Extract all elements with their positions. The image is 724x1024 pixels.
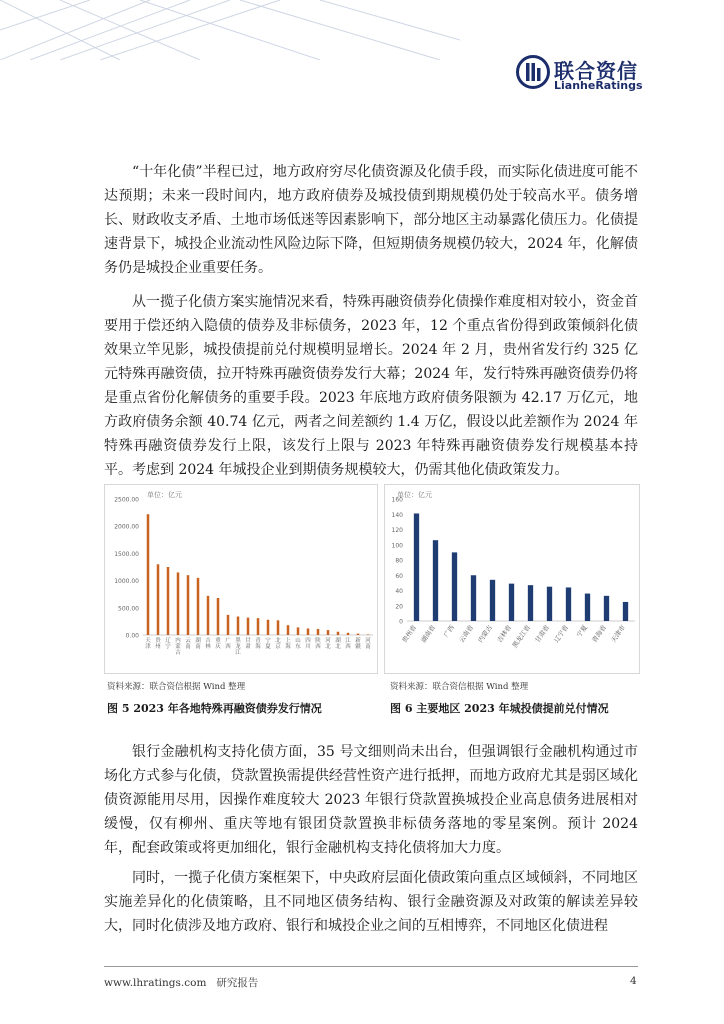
bar-吉林省 xyxy=(509,584,514,621)
x-tick-label: 辽宁 xyxy=(165,638,171,650)
x-tick-label: 青海 xyxy=(255,638,261,650)
chart-unit-label: 单位：亿元 xyxy=(397,491,432,499)
bar-上海 xyxy=(287,625,290,635)
y-tick-label: 80 xyxy=(395,557,403,565)
figure-5-svg xyxy=(105,485,377,673)
x-tick-label: 吉林 xyxy=(205,638,211,650)
bar-辽宁 xyxy=(167,567,170,635)
y-tick-label: 60 xyxy=(395,572,403,580)
figure-6-source: 资料来源：联合资信根据 Wind 整理 xyxy=(390,682,529,692)
x-tick-label: 内蒙古 xyxy=(476,623,495,645)
y-tick-label: 120 xyxy=(391,527,403,534)
page-number: 4 xyxy=(630,975,637,987)
company-logo xyxy=(516,55,646,95)
x-tick-label: 河北 xyxy=(325,638,331,650)
bar-湖北 xyxy=(337,632,340,635)
y-tick-label: 140 xyxy=(391,511,403,519)
x-tick-label: 上海 xyxy=(285,638,291,650)
x-tick-label: 江西 xyxy=(345,638,351,650)
bar-新疆 xyxy=(357,634,360,635)
bar-江西 xyxy=(347,633,350,635)
bar-河南 xyxy=(367,634,370,635)
bar-黑龙江 xyxy=(237,617,240,635)
paragraph-2: 从一揽子化债方案实施情况来看，特殊再融资债券化债操作难度相对较小，资金首要用于偿还纳入隐债的债券及非标债务，2023 年，12 个重点省份得到政策倾斜化债效果立竿见影，城投债提前兑付规模明显增长。2024 年 2 月，贵州省发行约 325 亿元特殊再融资债，拉开特殊再融资债券发行大幕；2024 年，发行特殊再融资债券仍将是重点省份化解债务的重要手段。2023 年底地方政府债务限额为 42.17 万亿元，地方政府债务余额 40.74 亿元，两者之间差额约 1.4 万亿，假设以此差额作为 2024 年特殊再融资债券发行上限，该发行上限与 2023 年特殊再融资债券发行规模基本持平。考虑到 2024 年城投企业到期债务规模较大，仍需其他化债政策发力。 xyxy=(104,294,638,478)
bar-云南省 xyxy=(471,575,476,621)
y-tick-label: 100 xyxy=(391,542,403,550)
bar-广西 xyxy=(227,615,230,635)
x-tick-label: 湖南 xyxy=(195,638,201,650)
y-tick-label: 500.00 xyxy=(118,605,139,613)
x-tick-label: 山东 xyxy=(295,638,301,650)
logo-english-name: LianheRatings xyxy=(554,79,643,92)
x-tick-label: 宁夏 xyxy=(265,638,271,650)
figure-6-svg xyxy=(385,485,639,673)
bar-河北 xyxy=(327,630,330,635)
x-tick-label: 湖南省 xyxy=(419,623,438,645)
x-tick-label: 广西 xyxy=(225,638,231,650)
x-tick-label: 云南省 xyxy=(457,623,476,645)
x-tick-label: 天津市 xyxy=(609,623,628,645)
x-tick-label: 河南 xyxy=(365,638,371,650)
y-tick-label: 1500.00 xyxy=(114,550,139,558)
x-tick-label: 四川 xyxy=(305,638,311,650)
x-tick-label: 黑龙江省 xyxy=(510,623,533,650)
paragraph-3: 银行金融机构支持化债方面，35 号文细则尚未出台，但强调银行金融机构通过市场化方式参与化债，贷款置换需提供经营性资产进行抵押，而地方政府尤其是弱区域化债资源能用尽用，因操作难度较大 2023 年银行贷款置换城投企业高息债务进展相对缓慢，仅有柳州、重庆等地有银团贷款置换非标债务落地的零星案例。预计 2024 年，配套政策或将更加细化，银行金融机构支持化债将加大力度。 xyxy=(104,744,638,856)
paragraph-1: “十年化债”半程已过，地方政府穷尽化债资源及化债手段，而实际化债进度可能不达预期；未来一段时间内，地方政府债券及城投债到期规模仍处于较高水平。债务增长、财政收支矛盾、土地市场低迷等因素影响下，部分地区主动暴露化债压力。化债提速背景下，城投企业流动性风险边际下降，但短期债务规模仍较大，2024 年，化解债务仍是城投企业重要任务。 xyxy=(104,164,638,276)
bar-辽宁省 xyxy=(566,587,571,621)
x-tick-label: 贵州省 xyxy=(400,623,419,645)
x-tick-label: 内蒙古 xyxy=(175,638,181,656)
bar-宁夏 xyxy=(585,594,590,621)
y-tick-label: 1000.00 xyxy=(114,578,139,586)
bar-天津 xyxy=(147,514,150,635)
footer-website: www.lhratings.com xyxy=(104,977,207,989)
x-tick-label: 贵州 xyxy=(155,638,161,650)
x-tick-label: 云南 xyxy=(185,638,191,650)
footer-site-label xyxy=(104,975,258,990)
x-tick-label: 重庆 xyxy=(215,638,221,650)
y-tick-label: 40 xyxy=(395,588,403,595)
header-decoration xyxy=(0,0,460,60)
bar-宁夏 xyxy=(267,620,270,635)
x-tick-label: 辽宁省 xyxy=(552,623,571,645)
bar-黑龙江省 xyxy=(528,585,533,621)
bar-山东 xyxy=(297,627,300,635)
y-tick-label: 160 xyxy=(391,496,403,504)
paragraph-4: 同时，一揽子化债方案框架下，中央政府层面化债政策向重点区域倾斜，不同地区实施差异化的化债策略，且不同地区债务结构、银行金融资源及对政策的解读差异较大，同时化债涉及地方政府、银行和城投企业之间的互相博弈，不同地区化债进程 xyxy=(104,870,638,934)
x-tick-label: 甘肃省 xyxy=(533,623,552,645)
bar-吉林 xyxy=(207,596,210,635)
x-tick-label: 广西 xyxy=(442,623,457,639)
y-tick-label: 0.00 xyxy=(125,632,139,640)
bar-内蒙古 xyxy=(177,572,180,635)
x-tick-label: 陕西 xyxy=(315,638,321,650)
footer-report-type: 研究报告 xyxy=(216,977,259,989)
bar-湖南 xyxy=(197,578,200,635)
footer-divider xyxy=(104,966,638,967)
bar-贵州 xyxy=(157,564,160,635)
y-tick-label: 20 xyxy=(395,603,403,611)
x-tick-label: 新疆 xyxy=(355,638,361,650)
bar-陕西 xyxy=(317,629,320,635)
figure-5-chart xyxy=(104,484,378,674)
y-tick-label: 2500.00 xyxy=(114,496,139,504)
x-tick-label: 青海省 xyxy=(590,623,609,645)
bar-甘肃 xyxy=(247,618,250,635)
bar-四川 xyxy=(307,628,310,635)
bar-贵州省 xyxy=(414,513,419,621)
x-tick-label: 吉林省 xyxy=(495,623,514,645)
x-tick-label: 北京 xyxy=(275,638,281,650)
lianhe-logo-icon xyxy=(516,55,550,89)
x-tick-label: 天津 xyxy=(145,638,151,650)
bar-北京 xyxy=(277,620,280,635)
figure-5-source: 资料来源：联合资信根据 Wind 整理 xyxy=(107,682,246,692)
chart-unit-label: 单位：亿元 xyxy=(147,491,182,499)
logo-chinese-name: 联合资信 xyxy=(554,59,638,83)
bar-湖南省 xyxy=(433,540,438,621)
bar-天津市 xyxy=(623,602,628,621)
bar-内蒙古 xyxy=(490,580,495,621)
figure-6-caption: 图 6 主要地区 2023 年城投债提前兑付情况 xyxy=(390,702,609,715)
bar-云南 xyxy=(187,575,190,635)
y-tick-label: 2000.00 xyxy=(114,523,139,531)
bar-重庆 xyxy=(217,598,220,635)
x-tick-label: 甘肃 xyxy=(245,638,251,650)
figure-6-chart xyxy=(384,484,640,674)
figure-5-caption: 图 5 2023 年各地特殊再融资债券发行情况 xyxy=(107,702,322,715)
y-tick-label: 0 xyxy=(399,618,403,626)
bar-甘肃省 xyxy=(547,587,552,621)
bar-青海省 xyxy=(604,596,609,621)
x-tick-label: 湖北 xyxy=(335,638,341,650)
x-tick-label: 宁夏 xyxy=(575,623,590,639)
bar-青海 xyxy=(257,618,260,635)
x-tick-label: 黑龙江 xyxy=(235,638,241,656)
bar-广西 xyxy=(452,552,457,621)
